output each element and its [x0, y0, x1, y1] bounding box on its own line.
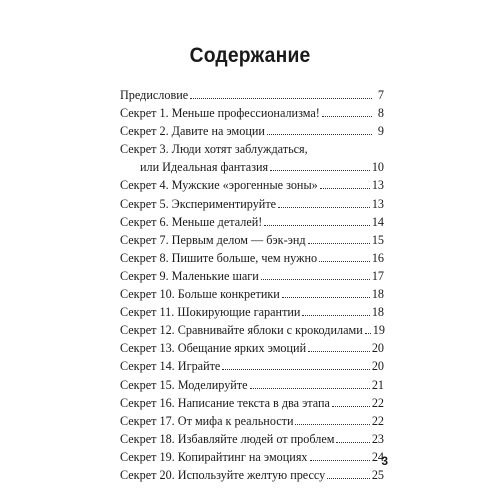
- toc-entry: [120, 303, 384, 321]
- toc-entry: [120, 249, 384, 267]
- toc-entry: [120, 430, 384, 448]
- toc-entry: [120, 394, 384, 412]
- dot-leader: [322, 116, 372, 117]
- toc-entry-page: 17: [371, 268, 384, 283]
- toc-entry-label: Секрет 6. Меньше деталей!: [120, 214, 263, 229]
- dot-leader: [261, 279, 370, 280]
- toc-entry: [120, 267, 384, 285]
- dot-leader: [264, 225, 369, 226]
- dot-leader: [308, 243, 370, 244]
- dot-leader: [320, 188, 370, 189]
- toc-entry-label: Секрет 10. Больше конкретики: [120, 287, 280, 302]
- toc-entry-label: Секрет 1. Меньше профессионализма!: [120, 106, 320, 121]
- toc-entry-page: 25: [371, 467, 384, 482]
- toc-entry: [120, 104, 384, 122]
- toc-entry-label: Секрет 9. Маленькие шаги: [120, 268, 259, 283]
- toc-entry-label: Секрет 8. Пишите больше, чем нужно: [120, 250, 318, 265]
- toc-entry-page: 19: [372, 323, 385, 338]
- dot-leader: [190, 98, 372, 99]
- toc-entry: [120, 285, 384, 303]
- toc-entry: [120, 321, 384, 339]
- toc-entry-label: Предисловие: [120, 88, 189, 102]
- toc-entry-label: Секрет 20. Используйте желтую прессу: [120, 467, 326, 482]
- dot-leader: [336, 442, 369, 443]
- toc-entry-page: 23: [371, 431, 384, 446]
- toc-entry: [120, 357, 384, 375]
- toc-entry: [120, 412, 384, 430]
- toc-entry-label: Секрет 3. Люди хотят заблуждаться,: [120, 142, 308, 157]
- toc-entry-page: 13: [371, 178, 384, 193]
- toc-entry: [120, 195, 384, 213]
- toc-entry-label: Секрет 4. Мужские «эрогенные зоны»: [120, 178, 318, 193]
- toc-entry-page: 24: [371, 449, 384, 464]
- toc-entry-page: 20: [371, 359, 384, 374]
- toc-entry: [120, 231, 384, 249]
- dot-leader: [327, 478, 370, 479]
- page-title: Содержание: [189, 44, 311, 67]
- toc-entry-label: Секрет 13. Обещание ярких эмоций: [120, 341, 307, 356]
- dot-leader: [308, 351, 370, 352]
- toc-entry: [120, 448, 384, 466]
- page-number: 3: [381, 454, 388, 468]
- table-of-contents: [120, 86, 384, 484]
- toc-entry-page: 16: [371, 250, 384, 265]
- toc-entry: [120, 339, 384, 357]
- toc-entry-page: 9: [377, 124, 384, 139]
- toc-entry-label: Секрет 12. Сравнивайте яблоки с крокодилами: [120, 323, 363, 338]
- toc-entry-label: Секрет 7. Первым делом — бэк-энд: [120, 232, 306, 247]
- toc-entry-continuation: [120, 158, 384, 176]
- dot-leader: [270, 170, 370, 171]
- toc-entry-page: 21: [371, 377, 384, 392]
- dot-leader: [250, 388, 370, 389]
- toc-entry-page: 14: [371, 214, 384, 229]
- toc-entry: [120, 376, 384, 394]
- toc-entry-page: 15: [371, 232, 384, 247]
- toc-entry-label: Секрет 16. Написание текста в два этапа: [120, 395, 330, 410]
- dot-leader: [295, 424, 369, 425]
- toc-entry-label: Секрет 17. От мифа к реальности: [120, 413, 294, 428]
- toc-entry-first-line: [120, 140, 384, 158]
- dot-leader: [267, 134, 372, 135]
- dot-leader: [302, 315, 369, 316]
- toc-entry-page: 22: [371, 413, 384, 428]
- dot-leader: [222, 369, 369, 370]
- toc-entry-label: Секрет 14. Играйте: [120, 359, 221, 374]
- toc-entry-page: 10: [371, 160, 384, 175]
- toc-entry-label: Секрет 19. Копирайтинг на эмоциях: [120, 449, 308, 464]
- dot-leader: [282, 297, 370, 298]
- toc-entry-page: 18: [371, 287, 384, 302]
- toc-entry: [120, 86, 384, 104]
- toc-entry-page: 8: [377, 106, 384, 121]
- toc-entry-label: Секрет 2. Давите на эмоции: [120, 124, 265, 139]
- dot-leader: [365, 333, 371, 334]
- toc-entry: [120, 213, 384, 231]
- toc-entry-label: Секрет 15. Моделируйте: [120, 377, 248, 392]
- toc-entry-label: Секрет 18. Избавляйте людей от проблем: [120, 431, 335, 446]
- dot-leader: [310, 460, 370, 461]
- toc-entry: [120, 122, 384, 140]
- toc-entry-page: 22: [371, 395, 384, 410]
- toc-entry-page: 7: [377, 88, 384, 102]
- toc-entry-page: 18: [371, 305, 384, 320]
- toc-entry-label: Секрет 11. Шокирующие гарантии: [120, 305, 301, 320]
- dot-leader: [319, 261, 370, 262]
- toc-entry-label: Секрет 5. Экспериментируйте: [120, 196, 277, 211]
- dot-leader: [278, 207, 370, 208]
- toc-entry-page: 20: [371, 341, 384, 356]
- toc-entry-label-continued: или Идеальная фантазия: [140, 160, 269, 175]
- toc-entry: [120, 466, 384, 484]
- toc-entry: [120, 176, 384, 194]
- dot-leader: [332, 406, 370, 407]
- toc-entry-page: 13: [371, 196, 384, 211]
